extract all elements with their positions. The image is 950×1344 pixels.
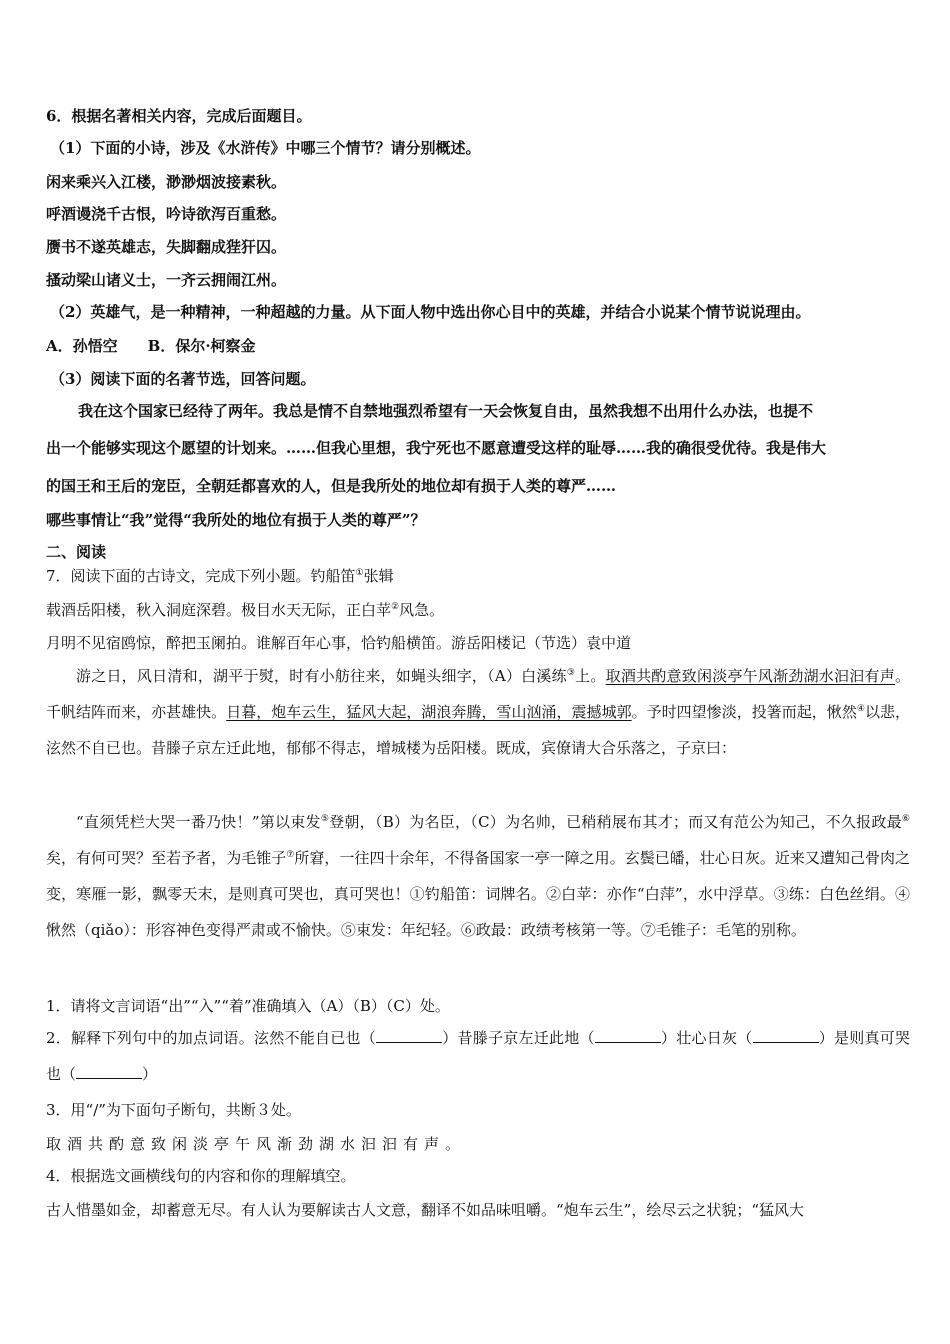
sub-question-4-text: 古人惜墨如金，却蓄意无尽。有人认为要解读古人文意，翻译不如品味咀嚼。“炮车云生”，绘尽云之状貌；“猛风大 (46, 1201, 805, 1219)
q6-part1: （1）下面的小诗，涉及《水浒传》中哪三个情节？请分别概述。 (50, 139, 481, 157)
q7-title: 7．阅读下面的古诗文，完成下列小题。钓船笛①张辑 (46, 567, 394, 585)
answer-blank-1[interactable] (376, 1028, 442, 1043)
sub-question-1: 1．请将文言词语“出”“入”“着”准确填入（A）（B）（C）处。 (46, 997, 450, 1015)
answer-blank-4[interactable] (76, 1064, 142, 1079)
sub-question-3: 3．用“/”为下面句子断句，共断３处。 (46, 1101, 301, 1119)
excerpt-line-2: 出一个能够实现这个愿望的计划来。……但我心里想，我宁死也不愿意遭受这样的耻辱……我的确很受优待。我是伟大 (46, 439, 827, 457)
q6-question: 哪些事情让“我”觉得“我所处的地位有损于人类的尊严”？ (46, 511, 426, 529)
prose-paragraph-1: 游之日，风日清和，湖平于熨，时有小舫往来，如蝇头细字，（A）白溪练③上。取酒共酌意致闲淡亭午风渐劲湖水汩汩有声。千帆结阵而来，亦甚雄快。日暮，炮车云生，猛风大起，湖浪奔腾，雪山汹涌，震撼城郭。予时四望惨淡，投箸而起，愀然④以悲，泫然不自已也。昔滕子京左迁此地，郁郁不得志，增城楼为岳阳楼。既成，宾僚请大合乐落之，子京曰： (46, 667, 910, 757)
q6-part3: （3）阅读下面的名著节选，回答问题。 (50, 370, 316, 388)
poem-line-2: 呼酒谩浇千古恨，吟诗欲泻百重愁。 (46, 205, 287, 223)
prose-paragraph-2: “直须凭栏大哭一番乃快！”第以束发⑤登朝，（B）为名臣，（C）为名帅，已稍稍展布其才；而又有范公为知己，不久报政最⑥矣，有何可哭？至若予者，为毛锥子⑦所窘，一往四十余年，不得备国家一亭一障之用。玄鬓已皤，壮心日灰。近来又遭知己骨肉之变，寒雁一影，飘零天末，是则真可哭也，真可哭也！①钓船笛：词牌名。②白苹：亦作“白萍”，水中浮草。③练：白色丝绢。④愀然（qiǎo）：形容神色变得严肃或不愉快。⑤束发：年纪轻。⑥政最：政绩考核第一等。⑦毛锥子：毛笔的别称。 (46, 813, 910, 939)
poem-line-4: 搔动梁山诸义士，一齐云拥闹江州。 (46, 271, 287, 289)
poem-line-1: 闲来乘兴入江楼，渺渺烟波接素秋。 (46, 173, 287, 191)
sub-question-2: 2．解释下列句中的加点词语。泫然不能自已也（ ）昔滕子京左迁此地（ ）壮心日灰（ ）是则真可哭也（ ） (46, 1029, 910, 1083)
excerpt-line-3: 的国王和王后的宠臣，全朝廷都喜欢的人，但是我所处的地位却有损于人类的尊严…… (46, 477, 617, 495)
excerpt-line-1: 我在这个国家已经待了两年。我总是情不自禁地强烈希望有一天会恢复自由，虽然我想不出用什么办法，也提不 (78, 402, 814, 420)
answer-blank-3[interactable] (753, 1028, 819, 1043)
ci-line-2: 月明不见宿鸥惊，醉把玉阑拍。谁解百年心事，恰钓船横笛。游岳阳楼记（节选）袁中道 (46, 634, 632, 652)
sub-question-4: 4．根据选文画横线句的内容和你的理解填空。 (46, 1167, 356, 1185)
underlined-sentence-1: 取酒共酌意致闲淡亭午风渐劲湖水汩汩有声 (605, 667, 895, 685)
poem-line-3: 赝书不遂英雄志，失脚翻成狴犴囚。 (46, 238, 287, 256)
answer-blank-2[interactable] (595, 1028, 661, 1043)
sentence-to-punctuate: 取酒共酌意致闲淡亭午风渐劲湖水汩汩有声。 (46, 1135, 467, 1153)
ci-line-1: 载酒岳阳楼，秋入洞庭深碧。极目水天无际，正白苹②风急。 (46, 601, 445, 619)
q6-options: A．孙悟空 B．保尔·柯察金 (46, 337, 256, 355)
q6-part2: （2）英雄气，是一种精神，一种超越的力量。从下面人物中选出你心目中的英雄，并结合小说某个情节说说理由。 (50, 303, 811, 321)
q6-title: 6．根据名著相关内容，完成后面题目。 (46, 107, 312, 125)
underlined-sentence-2: 日暮，炮车云生，猛风大起，湖浪奔腾，雪山汹涌，震撼城郭 (226, 703, 632, 721)
section-heading: 二、阅读 (46, 543, 107, 561)
